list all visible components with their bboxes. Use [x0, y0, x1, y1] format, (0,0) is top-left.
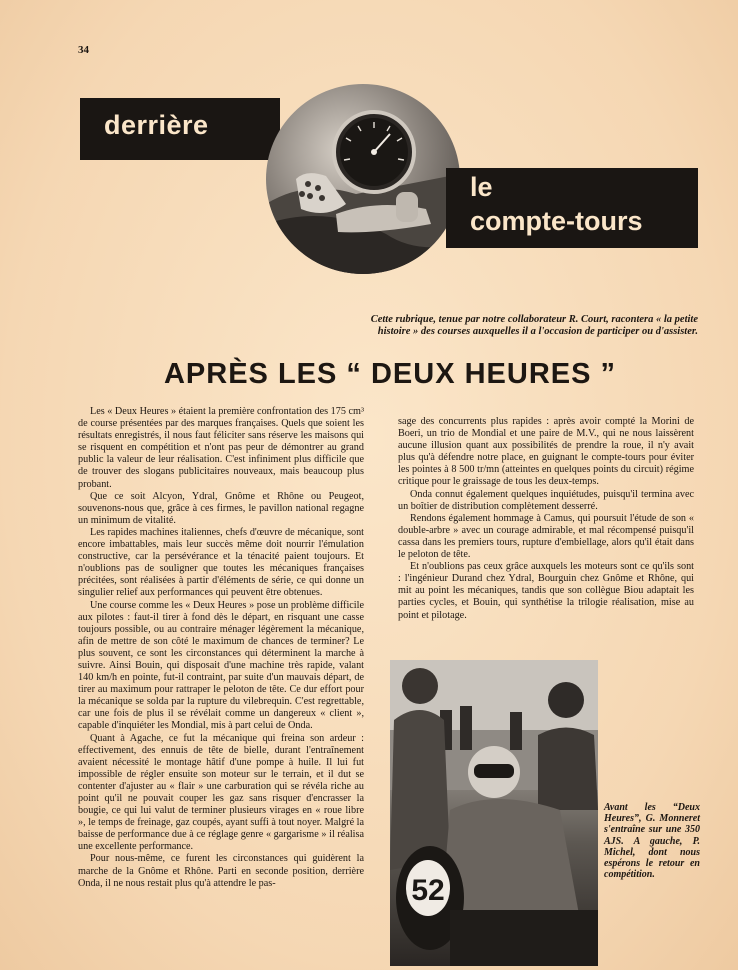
rubric-title-part1: derrière	[104, 110, 209, 140]
page-number: 34	[78, 44, 89, 56]
photo-caption: Avant les “Deux Heures”, G. Monneret s'entraîne sur une 350 AJS. A gauche, P. Michel, dont nous espérons le retour en compétition.	[604, 802, 700, 881]
riders-photo-illustration	[390, 660, 598, 966]
paragraph: Les « Deux Heures » étaient la première confrontation des 175 cm³ de course présentées par des marques françaises. Quels que soient les résultats enregistrés, il nous faut féliciter sans réserve les maisons qui se risquent en compétition et n'ont pas peur de démontrer au grand public la valeur de leur réalisation. C'est infiniment plus difficile que de trouver des slogans publicitaires nouveaux, mais beaucoup plus probant.	[78, 406, 364, 490]
paragraph: Que ce soit Alcyon, Ydral, Gnôme et Rhône ou Peugeot, souvenons-nous que, grâce à ces firmes, le pavillon national regagne un minimum de vitalité.	[78, 490, 364, 526]
tachometer-illustration	[266, 84, 460, 274]
paragraph: Onda connut également quelques inquiétudes, puisqu'il termina avec un boîtier de distribution complètement desserré.	[398, 488, 694, 512]
race-number-plate: 52	[411, 874, 445, 907]
paragraph: Rendons également hommage à Camus, qui poursuit l'étude de son « double-arbre » avec un courage admirable, et mal récompensé puisqu'il cassa dans les premiers tours, rupture d'embiellage, alors qu'il était dans le peloton de tête.	[398, 512, 694, 561]
rubric-intro: Cette rubrique, tenue par notre collaborateur R. Court, racontera « la petite histoire » des courses auxquelles il a l'occasion de participer ou d'assister.	[370, 314, 698, 337]
rubric-title-part3: compte-tours	[470, 206, 643, 236]
paragraph: Pour nous-même, ce furent les circonstances qui guidèrent la marche de la Gnôme et Rhône. Parti en seconde position, derrière Onda, il ne nous restait plus qu'à attendre le pas-	[78, 853, 364, 889]
tachometer-photo	[266, 84, 460, 274]
race-photo	[390, 660, 598, 966]
paragraph: sage des concurrents plus rapides : après avoir compté la Morini de Boeri, un trio de Mondial et une paire de M.V., qui ne nous laissèrent aucune illusion quant aux possibilités de prendre la roue, il n'y avait plus qu'à défendre notre place, en guignant le compte-tours pour éviter les pointes à 8 500 tr/mn (atteintes en quelques points du circuit) régime critique pour le graissage de tous les deux-temps.	[398, 416, 694, 488]
paragraph: Les rapides machines italiennes, chefs d'œuvre de mécanique, sont encore imbattables, mais leur succès même doit nourrir l'émulation constructive, car la persévérance et la ténacité paient toujours. Et n'oublions pas de souligner que toutes les mécaniques françaises précitées, sont réalisées à partir d'éléments de série, ce qui donne un singulier relief aux performances qui peuvent être obtenues.	[78, 526, 364, 599]
article-headline: APRÈS LES “ DEUX HEURES ”	[163, 358, 617, 390]
paragraph: Et n'oublions pas ceux grâce auxquels les moteurs sont ce qu'ils sont : l'ingénieur Durand chez Ydral, Bourguin chez Gnôme et Rhône, qui mit au point les mécaniques, tandis que son collègue Biou adaptait les parties cycles, et Bouin, qui synthétise la trilogie réalisation, mise au point et pilotage.	[398, 561, 694, 621]
paragraph: Une course comme les « Deux Heures » pose un problème difficile aux pilotes : faut-il tirer à fond dès le départ, en risquant une casse toujours possible, ou au contraire ménager légèrement la mécanique, afin de mettre de son côté le maximum de chances de terminer? Le plus souvent, ce sont les circonstances qui déterminent la marche à suivre. Ainsi Bouin, qui disposait d'une machine très rapide, valant 140 km/h en pointe, fut-il contraint, par suite d'un mauvais départ, de tirer au maximum pour rattraper le peloton de tête. Ce dur effort pour la mécanique se solda par la rupture du vilebrequin. C'est regrettable, car une fois de plus il se révélait comme un dangereux « client », capable d'inquiéter les Mondial, mis à part celui de Onda.	[78, 599, 364, 732]
rubric-title-part2: le	[470, 172, 493, 202]
paragraph: Quant à Agache, ce fut la mécanique qui freina son ardeur : effectivement, des ennuis de tête de bielle, durant l'entraînement avaient nécessité le montage hâtif d'une pompe à huile. Il lui fut impossible de régler ensuite son moteur sur le terrain, et il dut se contenter d'ajuster au « flair » une carburation qui se révéla riche au point qu'il ne pouvait couper les gaz sans risquer d'encrasser la bougie, ce qui lui valut de terminer plusieurs virages en « roue libre », le temps de freinage, gaz coupés, ayant suffi à tout noyer. Malgré la baisse de performance due à ce réglage genre « gargarisme » il réalisa une excellente performance.	[78, 732, 364, 853]
article-column-left	[78, 406, 364, 892]
article-column-right	[398, 416, 694, 626]
rubric-banner-left	[80, 98, 280, 160]
rubric-banner-right	[446, 168, 698, 248]
